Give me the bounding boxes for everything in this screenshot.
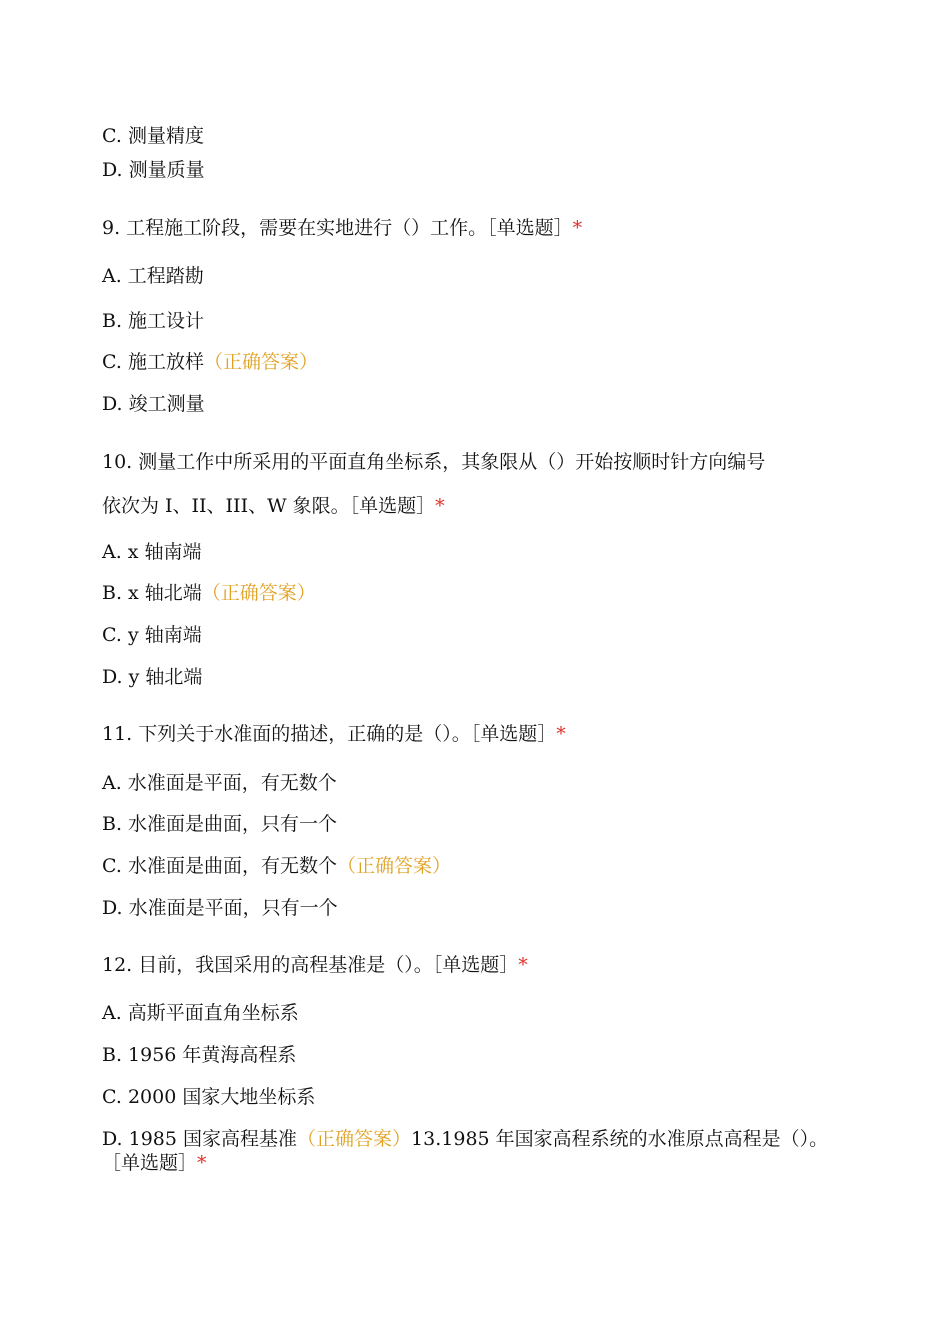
required-star: *: [197, 1152, 207, 1174]
option-text: A. 工程踏勘: [102, 265, 204, 287]
option-text: D. 测量质量: [102, 159, 205, 181]
question-text: 11. 下列关于水准面的描述，正确的是（）。［单选题］: [102, 723, 557, 745]
option-text: D. 水准面是平面，只有一个: [102, 897, 338, 919]
q9-option-a: [102, 264, 204, 288]
required-star: *: [435, 495, 445, 517]
option-text: A. x 轴南端: [102, 541, 202, 563]
q11-option-a: [102, 771, 337, 795]
q10-option-b: [102, 581, 316, 605]
correct-answer-tag: （正确答案）: [201, 582, 316, 604]
option-text: B. 1956 年黄海高程系: [102, 1044, 297, 1066]
q10-option-a: [102, 540, 202, 564]
required-star: *: [556, 723, 566, 745]
option-text: C. y 轴南端: [102, 624, 202, 646]
option-text: B. 施工设计: [102, 310, 205, 332]
q12-option-a: [102, 1001, 299, 1025]
option-text: C. 测量精度: [102, 125, 204, 147]
question-type: ［单选题］: [102, 1152, 198, 1174]
question-text: 10. 测量工作中所采用的平面直角坐标系，其象限从（）开始按顺时针方向编号: [102, 451, 766, 473]
option-text: B. 水准面是曲面，只有一个: [102, 813, 338, 835]
q10-option-c: [102, 623, 202, 647]
option-text: D. 1985 国家高程基准: [102, 1128, 298, 1150]
option-text: B. x 轴北端: [102, 582, 202, 604]
required-star: *: [518, 954, 528, 976]
option-text: A. 水准面是平面，有无数个: [102, 772, 337, 794]
option-text: C. 施工放样: [102, 351, 204, 373]
option-text: D. 竣工测量: [102, 393, 205, 415]
question-text: 13.1985 年国家高程系统的水准原点高程是（）。: [411, 1128, 829, 1150]
q12-option-c: [102, 1085, 315, 1109]
q9-option-b: [102, 309, 204, 333]
q9-option-d: [102, 392, 205, 416]
option-text: C. 2000 国家大地坐标系: [102, 1086, 316, 1108]
q12-stem: [102, 953, 528, 977]
q11-option-b: [102, 812, 337, 836]
q12-option-b: [102, 1043, 296, 1067]
option-text: D. y 轴北端: [102, 666, 203, 688]
option-text: C. 水准面是曲面，有无数个: [102, 855, 337, 877]
q12-option-d: [102, 1127, 828, 1151]
option-text: A. 高斯平面直角坐标系: [102, 1002, 299, 1024]
q10-option-d: [102, 665, 202, 689]
q8-option-c: [102, 124, 204, 148]
q11-option-c: [102, 854, 451, 878]
q11-stem: [102, 722, 566, 746]
q11-option-d: [102, 896, 338, 920]
q10-stem-line2: [102, 494, 445, 518]
question-text: 依次为 I、II、III、W 象限。［单选题］: [102, 495, 436, 517]
correct-answer-tag: （正确答案）: [336, 855, 451, 877]
q9-stem: [102, 216, 582, 240]
q8-option-d: [102, 158, 205, 182]
question-text: 12. 目前，我国采用的高程基准是（）。［单选题］: [102, 954, 519, 976]
q13-stem-tail: [102, 1151, 207, 1175]
required-star: *: [572, 217, 583, 239]
q10-stem-line1: [102, 450, 765, 474]
correct-answer-tag: （正确答案）: [203, 351, 318, 373]
q9-option-c: [102, 350, 318, 374]
correct-answer-tag: （正确答案）: [297, 1128, 412, 1150]
question-text: 9. 工程施工阶段，需要在实地进行（）工作。［单选题］: [102, 217, 573, 239]
